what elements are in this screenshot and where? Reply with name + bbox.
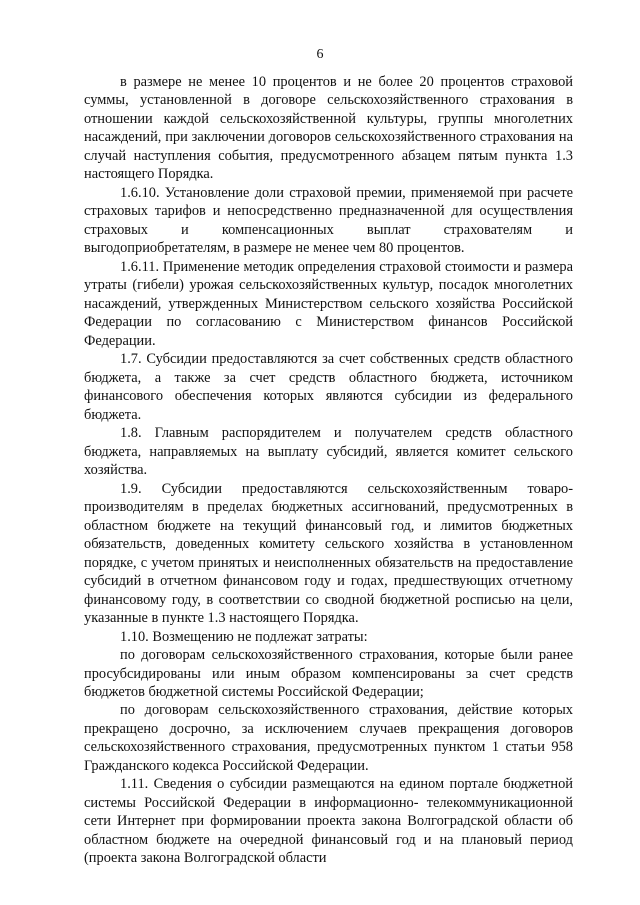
paragraph-1-9: 1.9. Субсидии предоставляются сельскохозяйственным товаро- производителям в пределах бюджетных ассигнований, предусмотренных в областном бюджете на текущий финансовый год, и лимитов бюджетных обязательств, доведенных комитету сельского хозяйства в установленном порядке, с учетом принятых и неисполненных обязательств на предоставление субсидий в отчетном финансовом году и годах, предшествующих отчетному финансовому году, в соответствии со сводной бюджетной росписью на цели, указанные в пункте 1.3 настоящего Порядка. (84, 480, 573, 627)
paragraph-1-7: 1.7. Субсидии предоставляются за счет собственных средств областного бюджета, а также за счет средств областного бюджета, источником финансового обеспечения которых являются субсидии из федерального бюджета. (84, 351, 573, 423)
document-body (84, 73, 573, 868)
paragraph-continuation: в размере не менее 10 процентов и не более 20 процентов страховой суммы, установленной в договоре сельскохозяйственного страхования в отношении каждой сельскохозяйственной культуры, группы многолетних насаждений, при заключении договоров сельскохозяйственного страхования на случай наступления события, предусмотренного абзацем пятым пункта 1.3 настоящего Порядка. (84, 74, 573, 183)
page-number: 6 (316, 47, 324, 62)
paragraph-1-6-10: 1.6.10. Установление доли страховой премии, применяемой при расчете страховых тарифов и непосредственно предназначенной для осуществления страховых и компенсационных выплат страхователям и выгодоприобретателям, в размере не менее чем 80 процентов. (84, 184, 573, 257)
paragraph-1-6-11: 1.6.11. Применение методик определения страховой стоимости и размера утраты (гибели) урожая сельскохозяйственных культур, посадок многолетних насаждений, утвержденных Министерством сельского хозяйства Российской Федерации по согласованию с Министерством финансов Российской Федерации. (84, 258, 573, 349)
paragraph-1-10-item-1: по договорам сельскохозяйственного страхования, которые были ранее просубсидированы или иным образом компенсированы за счет средств бюджетов бюджетной системы Российской Федерации; (84, 647, 573, 700)
paragraph-1-10: 1.10. Возмещению не подлежат затраты: (120, 628, 368, 645)
paragraph-1-11: 1.11. Сведения о субсидии размещаются на едином портале бюджетной системы Российской Федерации в информационно- телекоммуникационной сети Интернет при формировании проекта закона Волгоградской области об областном бюджете на очередной финансовый год и на плановый период (проекта закона Волгоградской области (84, 776, 573, 867)
paragraph-1-8: 1.8. Главным распорядителем и получателем средств областного бюджета, направляемых на выплату субсидий, является комитет сельского хозяйства. (84, 425, 573, 479)
paragraph-1-10-item-2: по договорам сельскохозяйственного страхования, действие которых прекращено досрочно, за исключением случаев прекращения договоров сельскохозяйственного страхования, предусмотренных пунктом 1 статьи 958 Гражданского кодекса Российской Федерации. (84, 702, 573, 774)
